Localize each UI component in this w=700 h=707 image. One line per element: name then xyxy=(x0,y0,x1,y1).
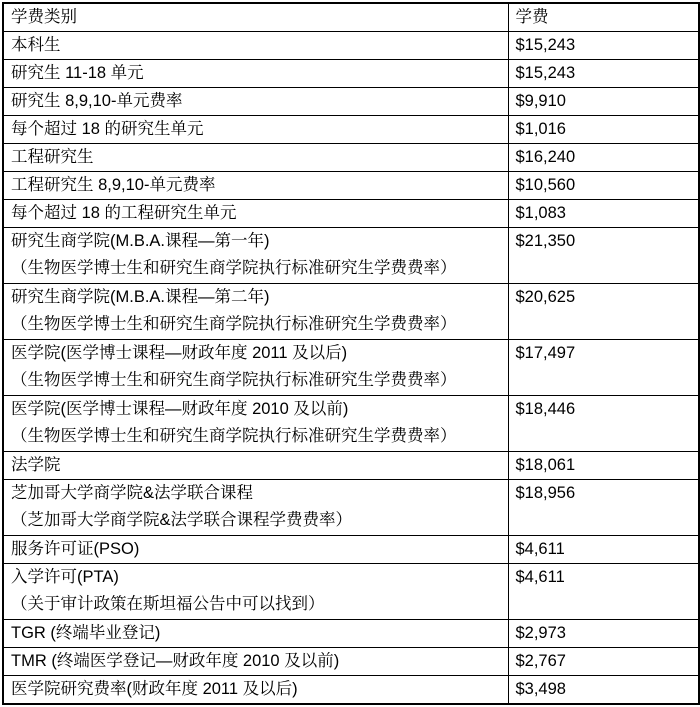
table-header-row xyxy=(3,3,699,32)
amount-cell: $4,611 xyxy=(508,536,699,564)
category-text: 每个超过 18 的工程研究生单元 xyxy=(11,204,237,222)
category-cell xyxy=(3,620,508,648)
category-cell xyxy=(3,648,508,676)
header-amount xyxy=(508,3,699,32)
table-row xyxy=(3,620,699,648)
amount-cell: $1,016 xyxy=(508,116,699,144)
table-row xyxy=(3,480,699,536)
table-row xyxy=(3,648,699,676)
table-row xyxy=(3,60,699,88)
amount-cell: $16,240 xyxy=(508,144,699,172)
category-cell xyxy=(3,676,508,705)
category-text: TMR (终端医学登记—财政年度 2010 及以前) xyxy=(11,652,340,670)
table-row xyxy=(3,396,699,452)
category-text: 研究生 8,9,10-单元费率 xyxy=(11,92,183,110)
header-category xyxy=(3,3,508,32)
amount-cell: $1,083 xyxy=(508,200,699,228)
table-row xyxy=(3,452,699,480)
category-note: （芝加哥大学商学院&法学联合课程学费费率） xyxy=(11,511,353,529)
category-note: （生物医学博士生和研究生商学院执行标准研究生学费费率） xyxy=(11,315,457,333)
category-text: 服务许可证(PSO) xyxy=(11,540,140,558)
category-cell xyxy=(3,172,508,200)
category-text: 医学院研究费率(财政年度 2011 及以后) xyxy=(11,680,298,698)
category-cell xyxy=(3,144,508,172)
category-cell xyxy=(3,284,508,340)
table-row xyxy=(3,284,699,340)
header-category-label: 学费类别 xyxy=(11,8,77,26)
category-text: 研究生 11-18 单元 xyxy=(11,64,144,82)
amount-cell: $4,611 xyxy=(508,564,699,620)
amount-cell: $21,350 xyxy=(508,228,699,284)
category-text: 入学许可(PTA) xyxy=(11,568,119,586)
amount-cell: $18,956 xyxy=(508,480,699,536)
category-cell xyxy=(3,396,508,452)
category-note: （生物医学博士生和研究生商学院执行标准研究生学费费率） xyxy=(11,427,457,445)
table-row xyxy=(3,172,699,200)
table-row xyxy=(3,564,699,620)
amount-cell: $20,625 xyxy=(508,284,699,340)
category-text: TGR (终端毕业登记) xyxy=(11,624,161,642)
category-text: 研究生商学院(M.B.A.课程—第一年) xyxy=(11,232,270,250)
category-text: 研究生商学院(M.B.A.课程—第二年) xyxy=(11,288,270,306)
category-note: （关于审计政策在斯坦福公告中可以找到） xyxy=(11,595,325,613)
category-text: 医学院(医学博士课程—财政年度 2010 及以前) xyxy=(11,400,349,418)
category-text: 每个超过 18 的研究生单元 xyxy=(11,120,204,138)
tuition-table xyxy=(2,2,700,705)
amount-cell: $10,560 xyxy=(508,172,699,200)
amount-cell: $9,910 xyxy=(508,88,699,116)
category-text: 法学院 xyxy=(11,456,61,474)
table-row xyxy=(3,340,699,396)
table-row xyxy=(3,536,699,564)
category-cell xyxy=(3,340,508,396)
table-row xyxy=(3,88,699,116)
category-note: （生物医学博士生和研究生商学院执行标准研究生学费费率） xyxy=(11,371,457,389)
amount-cell: $3,498 xyxy=(508,676,699,705)
table-row xyxy=(3,144,699,172)
category-cell xyxy=(3,32,508,60)
amount-cell: $15,243 xyxy=(508,32,699,60)
amount-cell: $2,767 xyxy=(508,648,699,676)
category-text: 芝加哥大学商学院&法学联合课程 xyxy=(11,484,254,502)
table-row xyxy=(3,676,699,705)
amount-cell: $2,973 xyxy=(508,620,699,648)
category-cell xyxy=(3,536,508,564)
amount-cell: $17,497 xyxy=(508,340,699,396)
table-row xyxy=(3,228,699,284)
category-cell xyxy=(3,564,508,620)
category-cell xyxy=(3,228,508,284)
table-row xyxy=(3,32,699,60)
amount-cell: $18,446 xyxy=(508,396,699,452)
category-cell xyxy=(3,452,508,480)
category-text: 工程研究生 xyxy=(11,148,94,166)
category-cell xyxy=(3,480,508,536)
table-row xyxy=(3,116,699,144)
header-amount-label: 学费 xyxy=(515,8,549,26)
table-row xyxy=(3,200,699,228)
category-text: 本科生 xyxy=(11,36,61,54)
category-cell xyxy=(3,200,508,228)
category-cell xyxy=(3,60,508,88)
amount-cell: $15,243 xyxy=(508,60,699,88)
category-note: （生物医学博士生和研究生商学院执行标准研究生学费费率） xyxy=(11,259,457,277)
category-text: 医学院(医学博士课程—财政年度 2011 及以后) xyxy=(11,344,348,362)
category-text: 工程研究生 8,9,10-单元费率 xyxy=(11,176,216,194)
category-cell xyxy=(3,88,508,116)
amount-cell: $18,061 xyxy=(508,452,699,480)
category-cell xyxy=(3,116,508,144)
